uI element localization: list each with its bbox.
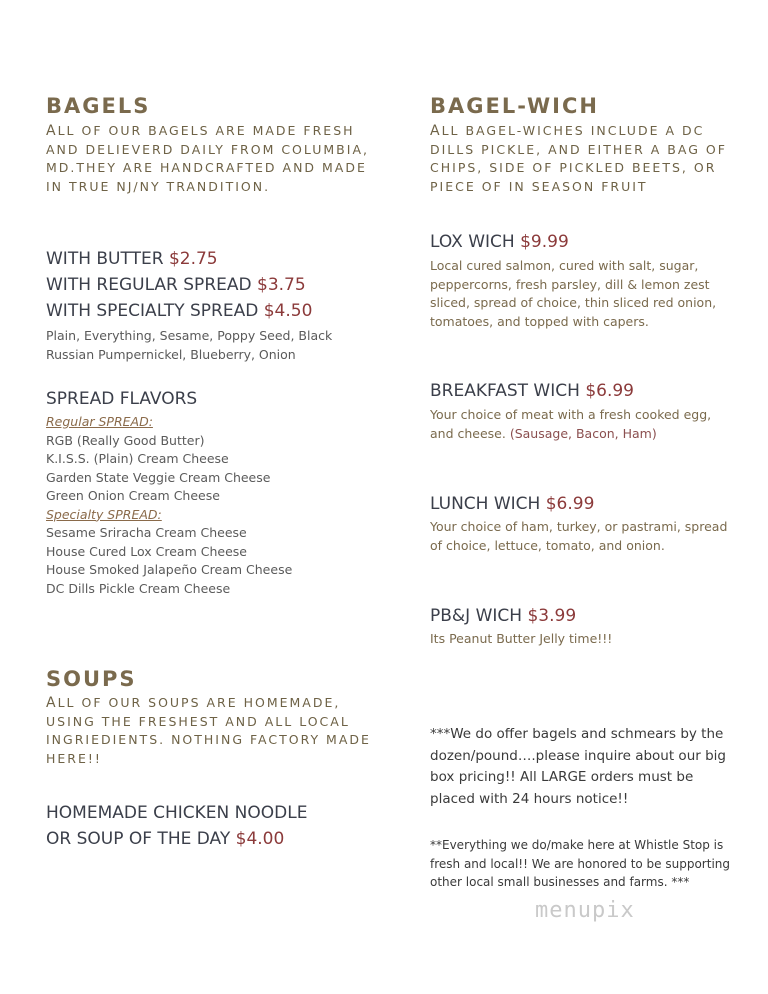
lunch-wich-title: LUNCH WICH $6.99 — [430, 494, 595, 514]
lox-wich-desc: Local cured salmon, cured with salt, sugar, peppercorns, fresh parsley, dill & lemon zest sliced, spread of choice, thin sliced red onion, tomatoes, and topped with capers. — [430, 258, 717, 329]
breakfast-wich-title: BREAKFAST WICH $6.99 — [430, 381, 634, 401]
soups-heading: SOUPS — [46, 667, 137, 691]
item-with-regular-spread: WITH REGULAR SPREAD $3.75 — [46, 275, 306, 295]
soup-item — [46, 800, 376, 852]
list-item: Green Onion Cream Cheese — [46, 488, 220, 503]
specialty-spread-label: Specialty SPREAD: — [46, 506, 162, 522]
soups-intro: ALL OF OUR SOUPS ARE HOMEMADE, USING THE FRESHEST AND ALL LOCAL INGRIEDIENTS. NOTHING FACTORY MADE HERE!! — [46, 695, 371, 766]
item-with-specialty-spread: WITH SPECIALTY SPREAD $4.50 — [46, 301, 313, 321]
list-item: K.I.S.S. (Plain) Cream Cheese — [46, 451, 229, 466]
bagelwich-heading: BAGEL-WICH — [430, 94, 599, 118]
bagels-heading: BAGELS — [46, 94, 151, 118]
list-item: House Cured Lox Cream Cheese — [46, 543, 247, 559]
spread-flavors-heading: SPREAD FLAVORS — [46, 389, 198, 409]
watermark-logo: menupix — [535, 898, 635, 923]
pbj-wich-desc: Its Peanut Butter Jelly time!!! — [430, 631, 613, 646]
breakfast-wich-desc: Your choice of meat with a fresh cooked egg, and cheese. (Sausage, Bacon, Ham) — [430, 407, 712, 441]
bagel-price-list — [46, 246, 376, 324]
list-item: DC Dills Pickle Cream Cheese — [46, 580, 231, 596]
pbj-wich-title: PB&J WICH $3.99 — [430, 606, 577, 626]
regular-spread-label: Regular SPREAD: — [46, 414, 153, 429]
soup-line-2: OR SOUP OF THE DAY $4.00 — [46, 829, 285, 849]
bagelwich-intro: ALL BAGEL-WICHES INCLUDE A DC DILLS PICKLE, AND EITHER A BAG OF CHIPS, SIDE OF PICKLED BEETS, OR PIECE OF IN SEASON FRUIT — [430, 123, 727, 194]
list-item: Garden State Veggie Cream Cheese — [46, 469, 271, 485]
item-with-butter: WITH BUTTER $2.75 — [46, 249, 218, 269]
lunch-wich-desc: Your choice of ham, turkey, or pastrami, spread of choice, lettuce, tomato, and onion. — [430, 519, 728, 553]
list-item: Sesame Sriracha Cream Cheese — [46, 525, 247, 540]
bagels-intro: ALL OF OUR BAGELS ARE MADE FRESH AND DELIEVERD DAILY FROM COLUMBIA, MD.THEY ARE HANDCRAFTED AND MADE IN TRUE NJ/NY TRANDITION. — [46, 123, 369, 194]
lox-wich-title: LOX WICH $9.99 — [430, 232, 569, 252]
soup-line-1: HOMEMADE CHICKEN NOODLE — [46, 803, 308, 823]
list-item: RGB (Really Good Butter) — [46, 432, 205, 448]
bulk-order-note: ***We do offer bagels and schmears by the dozen/pound….please inquire about our big box pricing!! All LARGE orders must be placed with 24 hours notice!! — [430, 726, 726, 807]
local-note: **Everything we do/make here at Whistle Stop is fresh and local!! We are honored to be supporting other local small businesses and farms. *** — [430, 838, 730, 889]
spread-list — [46, 413, 376, 598]
list-item: House Smoked Jalapeño Cream Cheese — [46, 562, 293, 577]
bagel-flavors: Plain, Everything, Sesame, Poppy Seed, Black Russian Pumpernickel, Blueberry, Onion — [46, 328, 333, 362]
